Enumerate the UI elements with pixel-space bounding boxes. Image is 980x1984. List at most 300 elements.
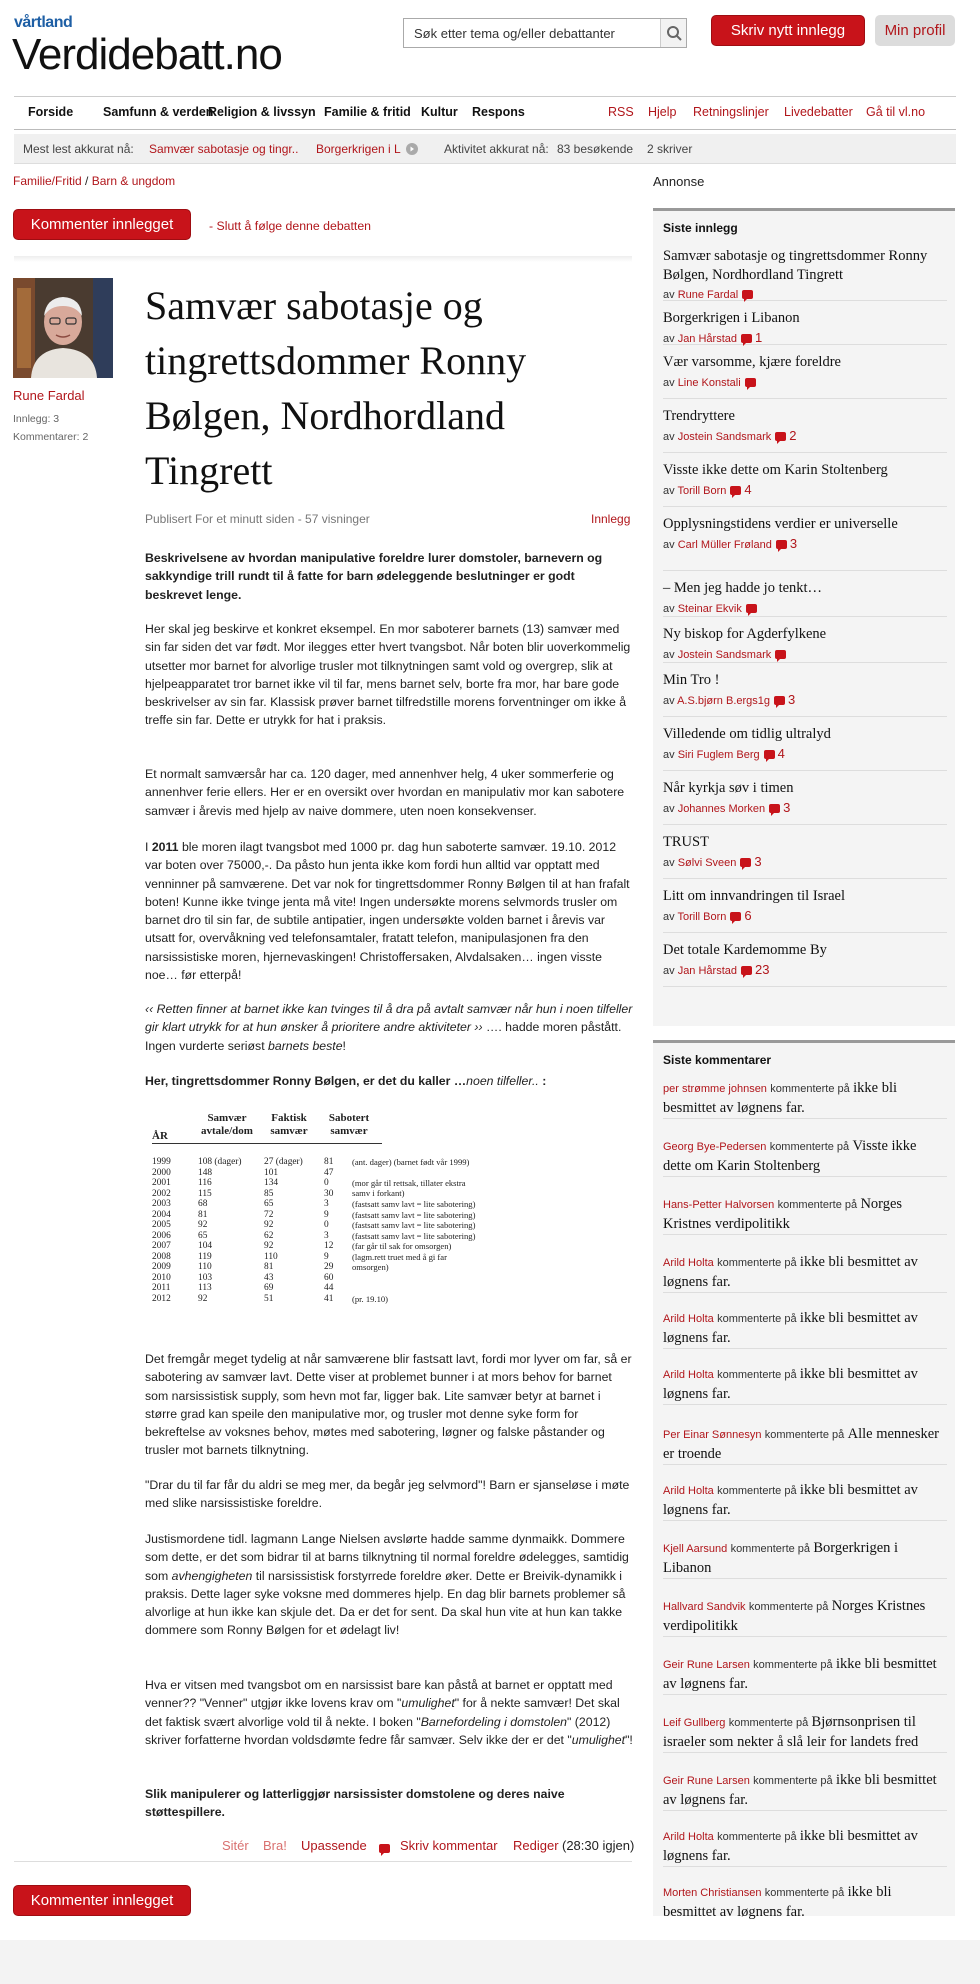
table-cell: 92: [264, 1241, 274, 1251]
table-cell: (fastsatt samv lavt = lite sabotering): [352, 1220, 476, 1230]
latest-comment-item: [663, 1079, 947, 1119]
quote-after: …. hadde moren påstått. Ingen vurderte seriøst: [145, 1020, 622, 1053]
by-word: av: [663, 332, 675, 345]
by-word: av: [663, 748, 675, 761]
comment-subject-link[interactable]: ikke bli besmittet av løgnens far.: [663, 1254, 918, 1290]
by-word: av: [663, 602, 675, 615]
latest-post-byline: [663, 746, 947, 761]
latest-post-title[interactable]: Vær varsomme, kjære foreldre: [663, 354, 841, 370]
commenter-name[interactable]: Arild Holta: [663, 1257, 714, 1269]
article-paragraph-3: [145, 838, 633, 984]
table-heading-emphasis: noen tilfeller..: [466, 1074, 539, 1088]
latest-post-author[interactable]: Jan Hårstad: [677, 332, 737, 345]
table-cell: 72: [264, 1209, 274, 1220]
latest-post-item: [663, 887, 947, 933]
p6-emphasis: avhengigheten: [171, 1568, 253, 1583]
commented-word: kommenterte på: [717, 1257, 797, 1269]
latest-post-byline: [663, 854, 947, 869]
p7-d: "!: [625, 1732, 633, 1747]
latest-comment-item: [663, 1481, 947, 1521]
commented-word: kommenterte på: [717, 1831, 797, 1843]
writers-count: 2 skriver: [647, 142, 693, 156]
court-quote: ‹‹ Retten finner at barnet ikke kan tvinges til å dra på avtalt samvær når hun i noen tilfeller gir klart utrykk for at hun ønsker å prioritere andre aktiviteter ››: [145, 1002, 633, 1035]
table-cell: 81: [264, 1262, 274, 1272]
commented-word: kommenterte på: [764, 1429, 845, 1441]
table-cell: 41: [324, 1293, 334, 1304]
latest-comment-item: [663, 1425, 947, 1465]
commenter-name[interactable]: Geir Rune Larsen: [663, 1775, 750, 1787]
by-word: av: [663, 694, 675, 707]
latest-comment-item: [663, 1365, 947, 1405]
logo-suffix: land: [41, 14, 73, 31]
comment-subject-link[interactable]: Norges Kristnes verdipolitikk: [663, 1598, 926, 1634]
table-cell: 103: [198, 1272, 213, 1283]
article-lead: Beskrivelsene av hvordan manipulative foreldre lurer domstoler, barnevern og sakkyndige trill rundt til å fatte for barn ødeleggende beslutninger er godt beskrevet lenge.: [145, 551, 603, 602]
latest-comment-item: [663, 1309, 947, 1349]
table-cell: 3: [324, 1230, 329, 1241]
comment-subject-link[interactable]: ikke bli besmittet av løgnens far.: [663, 1366, 918, 1402]
comment-subject-link[interactable]: Borgerkrigen i Libanon: [663, 1540, 899, 1576]
latest-posts-box: [653, 208, 955, 1026]
table-cell: (mor går til rettsak, tillater ekstra samv i forkant): [352, 1178, 466, 1198]
latest-comment-item: [663, 1883, 947, 1922]
latest-post-title[interactable]: Samvær sabotasje og tingrettsdommer Ronny Bølgen, Nordhordland Tingrett: [663, 248, 928, 283]
crumb-sep: /: [81, 174, 92, 188]
comment-bubble-icon: [769, 804, 780, 813]
table-cell: 101: [264, 1167, 279, 1178]
table-row: [152, 1241, 482, 1251]
commenter-name[interactable]: Per Einar Sønnesyn: [663, 1429, 762, 1441]
commenter-name[interactable]: Arild Holta: [663, 1831, 714, 1843]
col-year: ÅR: [152, 1130, 168, 1142]
table-cell: 0: [324, 1178, 329, 1188]
comment-bubble-icon: [746, 604, 757, 613]
commented-word: kommenterte på: [717, 1369, 797, 1381]
latest-post-item: [663, 309, 947, 345]
comment-subject-link[interactable]: ikke bli besmittet av løgnens far.: [663, 1080, 898, 1116]
table-cell: 2005: [152, 1220, 171, 1230]
latest-post-author[interactable]: Jostein Sandsmark: [677, 648, 772, 661]
quote-emphasis: barnets beste: [268, 1038, 343, 1053]
latest-comment-item: [663, 1827, 947, 1867]
latest-comment-item: [663, 1195, 947, 1235]
latest-post-item: [663, 625, 947, 663]
commenter-name[interactable]: Georg Bye-Pedersen: [663, 1141, 767, 1153]
commenter-name[interactable]: Morten Christiansen: [663, 1887, 762, 1899]
latest-post-byline: [663, 286, 947, 301]
latest-comment-item: [663, 1655, 947, 1695]
latest-post-author[interactable]: Torill Born: [677, 484, 727, 497]
by-word: av: [663, 802, 675, 815]
table-row: [152, 1189, 482, 1199]
activity-label: Aktivitet akkurat nå:: [444, 142, 549, 156]
breadcrumb: [13, 174, 175, 188]
latest-comment-item: [663, 1137, 947, 1177]
comment-subject-link[interactable]: ikke bli besmittet av løgnens far.: [663, 1772, 937, 1808]
article-paragraph-2: Et normalt samværsår har ca. 120 dager, med annenhver helg, 4 uker sommerferie og annenhver ferie ellers. Her er en oversikt over hvordan en manipulativ mor kan sabotere samvær i årevis med hjelp av naive dommere, uten noen konsekvenser.: [145, 767, 625, 818]
table-cell: 9: [324, 1251, 329, 1262]
latest-post-title[interactable]: Min Tro !: [663, 672, 720, 688]
logo-prefix: vårt: [14, 14, 42, 31]
commenter-name[interactable]: Geir Rune Larsen: [663, 1659, 750, 1671]
table-cell: 2009: [152, 1262, 171, 1272]
comment-post-button-top[interactable]: Kommenter innlegget: [13, 209, 191, 240]
p3-text: ble moren ilagt tvangsbot med 1000 pr. dag hun saboterte samvær. 19.10. 2012 var boten over 75000,-. Da påsto hun jenta ikke kom fordi hun alltid var opptatt med venninner på samværene. Det var nok for tingrettsdommer Ronny Bølgen til at han frafalt boten! Kunne ikke tvinge jenta må vite! Ingen undersøkte morens selvmords trusler om barnet dro til sin far, de subtile antipatier, ingen undersøkte volden barnet i årevis var utsatt for, overvåkning ved telefonsamtaler, fratatt telefon, manipulasjonen fra den narsissistiske moren, hjernevaskingen! Christoffersaken, Alvdalsaken… ingen visste noe… før etterpå!: [145, 840, 630, 983]
latest-post-author[interactable]: Steinar Ekvik: [677, 602, 742, 615]
comment-subject-link[interactable]: Alle mennesker er troende: [663, 1426, 940, 1462]
comment-bubble-icon: [740, 858, 751, 867]
edit-timer: (28:30 igjen): [562, 1838, 635, 1853]
table-cell: 44: [324, 1283, 334, 1293]
author-avatar[interactable]: [13, 278, 113, 378]
search-button[interactable]: [660, 19, 686, 47]
write-comment-link[interactable]: Skriv kommentar: [400, 1838, 498, 1853]
p6-a: Justismordene tidl. lagmann Lange Nielsen avslørte hadde samme dynmaikk. Dommere som dette, er det som bidrar til at barns tilknytning til normal foreldre ødelegges, samtidig som: [145, 1532, 629, 1583]
nav-retningslinjer[interactable]: Retningslinjer: [693, 105, 769, 119]
latest-post-author[interactable]: A.S.bjørn B.ergs1g: [677, 694, 771, 707]
comment-count: 23: [755, 961, 770, 977]
comment-bubble-icon: [741, 966, 752, 975]
author-posts: Innlegg: 3: [13, 413, 60, 425]
comment-post-button-bottom[interactable]: Kommenter innlegget: [13, 1885, 191, 1916]
table-cell: 115: [198, 1188, 212, 1199]
latest-post-byline: [663, 962, 947, 977]
post-type-link[interactable]: Innlegg: [591, 512, 631, 526]
latest-post-author[interactable]: Johannes Morken: [677, 802, 766, 815]
table-cell: (lagm.rett truet med å gi far omsorgen): [352, 1251, 447, 1272]
table-rule: [152, 1143, 382, 1144]
comment-bubble-icon: [774, 696, 785, 705]
table-cell: 92: [264, 1220, 274, 1230]
p6-b: til narsissistisk forstyrrede foreldre øker. Dette er Breivik-dynamikk i praksis. Dette lager syke voksne med dommeres hjelp. En dag blir barnets problemer så alvorlige at hun ikke kan skjule det. Da er det for sent. Da skal hun vite at hun kan takke dommere som Ronny Bølgen for et ødelagt liv!: [145, 1568, 626, 1638]
commented-word: kommenterte på: [777, 1199, 858, 1211]
table-cell: 69: [264, 1283, 274, 1293]
latest-post-author[interactable]: Carl Müller Frøland: [677, 538, 772, 551]
p3-pre: I: [145, 840, 152, 854]
table-cell: (far går til sak for omsorgen): [352, 1241, 452, 1251]
table-cell: (fastsatt samv lavt = lite sabotering): [352, 1199, 476, 1209]
latest-post-byline: [663, 374, 947, 389]
latest-post-byline: [663, 600, 947, 615]
latest-comment-item: [663, 1771, 947, 1811]
comment-subject-link[interactable]: Visste ikke dette om Karin Stoltenberg: [663, 1138, 917, 1174]
comment-count: 2: [789, 427, 797, 443]
latest-comments-box: [653, 1040, 955, 1920]
visitors-count: 83 besøkende: [557, 142, 634, 156]
quote-end: !: [342, 1038, 346, 1053]
latest-post-byline: [663, 646, 947, 661]
table-cell: 2000: [152, 1167, 171, 1178]
article-paragraph-4: Det fremgår meget tydelig at når samværene blir fastsatt lavt, fordi mor lyver om far, så er sabotering av samvær lavt. Dette viser at problemet bunner i at mors behov for barnet som narsissistisk supply, som hevn mot far, ligger bak. Lite samvær betyr at barnet i større grad kan speile den manipulative mor, og trusler mot denne syke form for bekreftelse av voksnes behov, møtes med sabotering, løgner og falske påstander og trusler mot barnets tilknytning.: [145, 1352, 632, 1458]
latest-post-item: [663, 833, 947, 879]
table-cell: 2008: [152, 1251, 171, 1262]
commented-word: kommenterte på: [770, 1083, 850, 1095]
table-cell: 2010: [152, 1272, 171, 1283]
author-comments: Kommentarer: 2: [13, 431, 89, 443]
latest-post-item: [663, 461, 947, 507]
nav-forside[interactable]: Forside: [28, 105, 74, 119]
table-heading-end: :: [538, 1074, 547, 1088]
author-name[interactable]: Rune Fardal: [13, 388, 85, 403]
nav-hjelp[interactable]: Hjelp: [648, 105, 677, 119]
table-cell: 92: [198, 1293, 208, 1304]
divider: [14, 256, 632, 262]
nav-samfunn[interactable]: Samfunn & verden: [103, 105, 214, 119]
comment-subject-link[interactable]: ikke bli besmittet av løgnens far.: [663, 1656, 937, 1692]
comment-bubble-icon: [730, 486, 741, 495]
table-row: [152, 1210, 482, 1220]
commenter-name[interactable]: Hallvard Sandvik: [663, 1601, 746, 1613]
table-cell: 92: [198, 1220, 208, 1230]
report-link[interactable]: Upassende: [301, 1838, 367, 1853]
latest-comment-item: [663, 1539, 947, 1579]
table-row: [152, 1262, 482, 1272]
latest-comments-title: Siste kommentarer: [663, 1053, 772, 1067]
table-row: [152, 1220, 482, 1230]
comment-count: 3: [783, 799, 791, 815]
latest-post-title[interactable]: TRUST: [663, 834, 709, 850]
commented-word: kommenterte på: [728, 1717, 809, 1729]
published-info: Publisert For et minutt siden - 57 visninger: [145, 512, 370, 526]
search-input[interactable]: [404, 19, 662, 47]
by-word: av: [663, 289, 675, 301]
comment-subject-link[interactable]: Bjørnsonprisen til israeler som nekter å slå leir for landets fred: [663, 1714, 919, 1750]
table-cell: 12: [324, 1241, 334, 1251]
table-heading-text: Her, tingrettsdommer Ronny Bølgen, er det du kaller …: [145, 1074, 467, 1088]
latest-post-item: [663, 515, 947, 571]
latest-post-title[interactable]: Visste ikke dette om Karin Stoltenberg: [663, 462, 888, 478]
table-cell: 81: [198, 1209, 208, 1220]
comment-count: 4: [744, 481, 752, 497]
table-cell: 68: [198, 1199, 208, 1209]
table-cell: 85: [264, 1188, 274, 1199]
commenter-name[interactable]: Arild Holta: [663, 1485, 714, 1497]
table-cell: 134: [264, 1178, 279, 1188]
table-cell: 113: [198, 1283, 212, 1293]
site-title[interactable]: Verdidebatt.no: [12, 30, 282, 79]
nav-kultur[interactable]: Kultur: [421, 105, 458, 119]
table-cell: 119: [198, 1251, 212, 1262]
table-cell: 2011: [152, 1283, 171, 1293]
table-row: [152, 1294, 482, 1304]
latest-comment-item: [663, 1253, 947, 1293]
latest-post-title[interactable]: Når kyrkja søv i timen: [663, 780, 794, 796]
table-row: [152, 1273, 482, 1283]
p7-em3: umulighet: [571, 1732, 626, 1747]
latest-post-author[interactable]: Jostein Sandsmark: [677, 430, 772, 443]
comment-bubble-icon: [764, 750, 775, 759]
table-cell: 2001: [152, 1178, 171, 1188]
latest-post-title[interactable]: – Men jeg hadde jo tenkt…: [663, 580, 823, 596]
unfollow-link[interactable]: - Slutt å følge denne debatten: [209, 219, 372, 233]
latest-post-item: [663, 941, 947, 987]
table-row: [152, 1283, 482, 1293]
table-cell: 148: [198, 1167, 213, 1178]
comment-count: 3: [789, 535, 798, 551]
most-read-label: Mest lest akkurat nå:: [23, 142, 134, 156]
latest-post-item: [663, 671, 947, 717]
table-row: [152, 1231, 482, 1241]
table-row: [152, 1199, 482, 1209]
by-word: av: [663, 376, 675, 389]
latest-post-title[interactable]: Borgerkrigen i Libanon: [663, 310, 800, 326]
article-title: Samvær sabotasje og tingrettsdommer Ronny Bølgen, Nordhordland Tingrett: [145, 283, 527, 493]
commented-word: kommenterte på: [753, 1659, 833, 1671]
latest-post-item: [663, 247, 947, 301]
latest-post-title[interactable]: Villedende om tidlig ultralyd: [663, 726, 831, 742]
latest-post-title[interactable]: Ny biskop for Agderfylkene: [663, 626, 827, 642]
p7-a: Hva er vitsen med tvangsbot om en narsissist bare kan påstå at barnet er opptatt med venner?? "Venner" utgjør ikke lovens krav om ": [145, 1678, 613, 1711]
by-word: av: [663, 856, 675, 869]
latest-post-byline: [663, 536, 947, 551]
cite-link[interactable]: Sitér: [222, 1838, 249, 1853]
commenter-name[interactable]: Hans-Petter Halvorsen: [663, 1199, 775, 1211]
article-paragraph-6: [145, 1530, 633, 1640]
comment-bubble-icon: [741, 334, 752, 343]
latest-post-author[interactable]: Jan Hårstad: [677, 964, 737, 977]
commenter-name[interactable]: Kjell Aarsund: [663, 1543, 728, 1555]
p3-year: 2011: [151, 840, 179, 854]
article-closing: Slik manipulerer og latterliggjør narsissister domstolene og deres naive støttespillere.: [145, 1787, 565, 1820]
nav-respons[interactable]: Respons: [472, 105, 525, 119]
commenter-name[interactable]: per strømme johnsen: [663, 1083, 767, 1095]
by-word: av: [663, 538, 675, 551]
nav-vl[interactable]: Gå til vl.no: [866, 105, 926, 119]
latest-post-author[interactable]: Rune Fardal: [677, 289, 739, 301]
col-agreed: Samvær avtale/dom: [201, 1112, 253, 1137]
by-word: av: [663, 430, 675, 443]
comment-subject-link[interactable]: ikke bli besmittet av løgnens far.: [663, 1828, 918, 1864]
crumb-familie[interactable]: Familie/Fritid: [13, 174, 82, 188]
bra-link[interactable]: Bra!: [263, 1838, 287, 1853]
table-cell: 0: [324, 1220, 329, 1230]
table-cell: 1999: [152, 1157, 171, 1167]
article-paragraph-1: Her skal jeg beskirve et konkret eksempel. En mor saboterer barnets (13) samvær med sin far siden det var født. Mor ilegges etter hvert tvangsbot. Når boten blir uoverkommelig utsetter mor barnet for alvorlige trusler mot tilknytningen samt vold og overgrep, slik at hjelpeapparatet tror barnet ikke vil til far, mens barnet selv, borte fra mor, har bare gode beskrivelser av sin far. Klassisk prøver barnet tilfredstille morens forventninger om ikke å treffe sin far. Dette er utrykk for hat i praksis.: [145, 622, 631, 728]
table-cell: 60: [324, 1272, 334, 1283]
latest-post-byline: [663, 908, 947, 923]
table-cell: 110: [264, 1251, 278, 1262]
comment-icon[interactable]: [379, 1840, 390, 1855]
p7-em1: umulighet: [401, 1696, 455, 1711]
latest-post-author[interactable]: Line Konstali: [677, 376, 741, 389]
main-nav: [14, 96, 956, 130]
table-cell: (fastsatt samv lavt = lite sabotering): [352, 1209, 476, 1220]
table-cell: 2003: [152, 1199, 171, 1209]
latest-post-title[interactable]: Litt om innvandringen til Israel: [663, 888, 846, 904]
comment-bubble-icon: [775, 432, 786, 441]
by-word: av: [663, 484, 675, 497]
commenter-name[interactable]: Arild Holta: [663, 1369, 714, 1381]
comment-subject-link[interactable]: Norges Kristnes verdipolitikk: [663, 1196, 903, 1232]
commented-word: kommenterte på: [769, 1141, 850, 1153]
table-cell: 110: [198, 1262, 212, 1272]
latest-post-title[interactable]: Opplysningstidens verdier er universelle: [663, 516, 898, 532]
by-word: av: [663, 910, 675, 923]
latest-post-byline: [663, 482, 947, 497]
comment-subject-link[interactable]: ikke bli besmittet av løgnens far.: [663, 1884, 892, 1920]
nav-familie[interactable]: Familie & fritid: [324, 105, 411, 119]
comment-subject-link[interactable]: ikke bli besmittet av løgnens far.: [663, 1310, 918, 1346]
table-cell: 2006: [152, 1230, 171, 1241]
latest-post-item: [663, 353, 947, 399]
table-cell: 9: [324, 1209, 329, 1220]
latest-post-title[interactable]: Det totale Kardemomme By: [663, 942, 827, 958]
p7-b: " for å nekte samvær! Det skal det faktisk svært alvorlige vold til å nekte. I boken ": [145, 1696, 620, 1729]
commenter-name[interactable]: Leif Gullberg: [663, 1717, 726, 1729]
table-cell: 51: [264, 1293, 274, 1304]
table-cell: 47: [324, 1167, 334, 1178]
new-post-button[interactable]: Skriv nytt innlegg: [711, 15, 865, 46]
comment-count: 6: [744, 907, 752, 923]
table-cell: 108 (dager): [198, 1157, 242, 1167]
comment-bubble-icon: [742, 290, 753, 299]
latest-post-author[interactable]: Torill Born: [677, 910, 727, 923]
latest-post-byline: [663, 330, 947, 345]
col-sabotaged: Sabotert samvær: [328, 1112, 370, 1137]
table-cell: 116: [198, 1178, 212, 1188]
latest-post-byline: [663, 692, 947, 707]
article-paragraph-7: [145, 1676, 633, 1749]
table-cell: 81: [324, 1157, 334, 1167]
most-read-link-2[interactable]: Borgerkrigen i L: [316, 142, 401, 156]
ad-label: Annonse: [653, 174, 705, 189]
comment-bubble-icon: [776, 540, 787, 549]
edit-link[interactable]: Rediger: [513, 1838, 559, 1853]
latest-post-title[interactable]: Trendryttere: [663, 408, 735, 424]
table-cell: 27 (dager): [264, 1157, 303, 1167]
table-cell: 43: [264, 1272, 274, 1283]
comment-count: 4: [777, 745, 785, 761]
most-read-link-1[interactable]: Samvær sabotasje og tingr..: [149, 142, 299, 156]
comment-bubble-icon: [775, 650, 786, 659]
commented-word: kommenterte på: [730, 1543, 811, 1555]
nav-religion[interactable]: Religion & livssyn: [208, 105, 316, 119]
crumb-barn[interactable]: Barn & ungdom: [91, 174, 176, 188]
table-cell: 30: [324, 1188, 334, 1199]
latest-posts-title: Siste innlegg: [663, 221, 738, 235]
table-cell: 65: [198, 1230, 208, 1241]
table-cell: 2002: [152, 1188, 171, 1199]
latest-post-author[interactable]: Siri Fuglem Berg: [677, 748, 760, 761]
col-actual: Faktisk samvær: [270, 1112, 308, 1137]
latest-post-author[interactable]: Sølvi Sveen: [677, 856, 737, 869]
table-cell: (ant. dager) (barnet født vår 1999): [352, 1157, 470, 1167]
article-paragraph-5: "Drar du til far får du aldri se meg mer, da begår jeg selvmord"! Barn er sjanseløse i møte med slike narsissistiske foreldre.: [145, 1478, 630, 1511]
table-cell: 62: [264, 1230, 274, 1241]
table-cell: (fastsatt samv lavt = lite sabotering): [352, 1230, 476, 1241]
comment-subject-link[interactable]: ikke bli besmittet av løgnens far.: [663, 1482, 918, 1518]
profile-button[interactable]: Min profil: [875, 15, 955, 46]
next-arrow-icon[interactable]: [406, 143, 418, 158]
activity-bar: [14, 134, 956, 164]
p7-c: " (2012) skriver forfatterne hvordan voldsdømte fedre får samvær. Selv ikke der er det ": [145, 1714, 611, 1747]
commented-word: kommenterte på: [717, 1485, 797, 1497]
latest-post-item: [663, 725, 947, 771]
table-cell: 104: [198, 1241, 213, 1251]
latest-post-item: [663, 579, 947, 617]
p7-em2: Barnefordeling i domstolen: [420, 1714, 568, 1729]
table-cell: 2004: [152, 1209, 171, 1220]
commenter-name[interactable]: Arild Holta: [663, 1313, 714, 1325]
table-row: [152, 1168, 482, 1178]
commented-word: kommenterte på: [717, 1313, 797, 1325]
commented-word: kommenterte på: [764, 1887, 845, 1899]
by-word: av: [663, 964, 675, 977]
nav-livedebatter[interactable]: Livedebatter: [784, 105, 853, 119]
latest-post-byline: [663, 800, 947, 815]
article-quote: [145, 1000, 633, 1055]
nav-rss[interactable]: RSS: [608, 105, 634, 119]
